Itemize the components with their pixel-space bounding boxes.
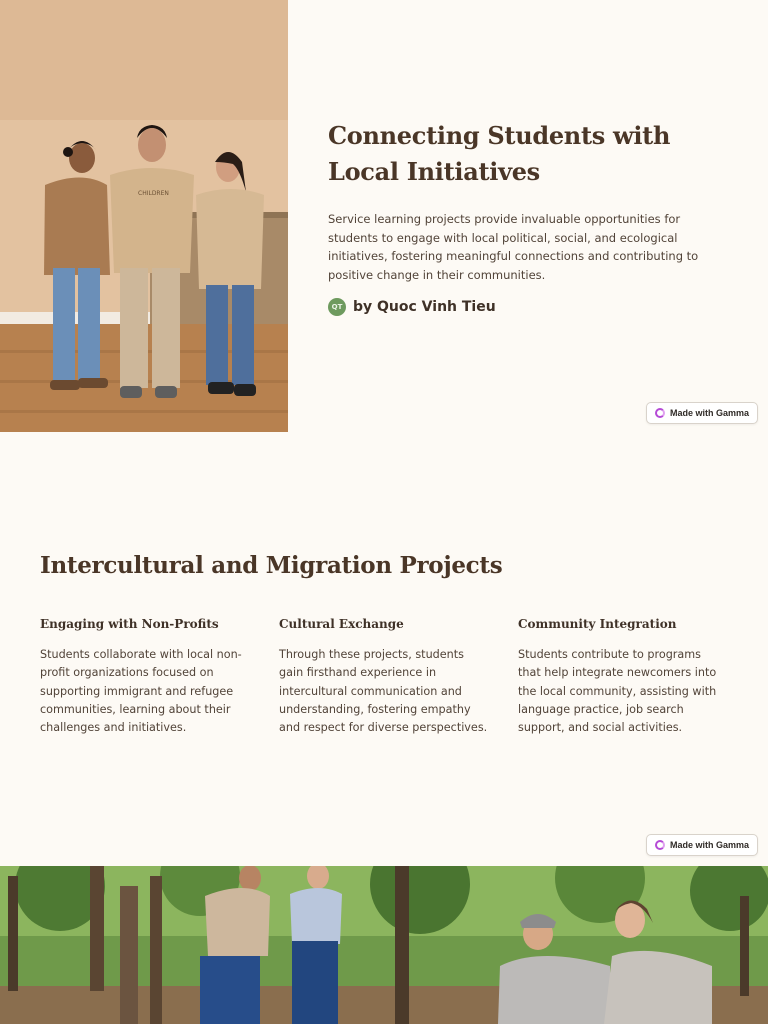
made-with-gamma-button[interactable]: [646, 834, 758, 856]
intro-paragraph: Service learning projects provide invaluable opportunities for students to engage with local political, social, and ecological initiatives, fostering meaningful connections and contributing to positive change in their communities.: [328, 212, 699, 282]
slide-intercultural-projects: [0, 432, 768, 866]
made-with-gamma-button[interactable]: [646, 402, 758, 424]
column-body: Students collaborate with local non-profit organizations focused on supporting immigrant and refugee communities, learning about their challenges and initiatives.: [40, 648, 242, 735]
project-columns: [40, 616, 740, 737]
column-non-profits: [40, 616, 249, 737]
column-title: Engaging with Non-Profits: [40, 617, 219, 631]
column-community-integration: [518, 616, 727, 737]
intro-content: [328, 118, 728, 316]
author-name: by Quoc Vinh Tieu: [353, 299, 496, 315]
svg-text:CHILDREN: CHILDREN: [138, 190, 169, 197]
column-title: Community Integration: [518, 617, 677, 631]
column-cultural-exchange: [279, 616, 488, 737]
students-planting-photo: [0, 866, 768, 1024]
author-byline: [328, 298, 728, 316]
avatar: QT: [328, 298, 346, 316]
column-body: Through these projects, students gain firsthand experience in intercultural communication and understanding, fostering empathy and respect for diverse perspectives.: [279, 648, 488, 735]
page-title: Connecting Students with Local Initiatives: [328, 121, 671, 186]
gamma-logo-icon: [655, 408, 665, 418]
gamma-logo-icon: [655, 840, 665, 850]
students-group-photo: [0, 0, 288, 432]
made-with-gamma-label: Made with Gamma: [669, 840, 750, 850]
column-body: Students contribute to programs that help integrate newcomers into the local community, assisting with language practice, job search support, and social activities.: [518, 648, 717, 735]
section-title: Intercultural and Migration Projects: [40, 552, 503, 579]
column-title: Cultural Exchange: [279, 617, 404, 631]
made-with-gamma-label: Made with Gamma: [669, 408, 750, 418]
slide-connecting-students: [0, 0, 768, 432]
